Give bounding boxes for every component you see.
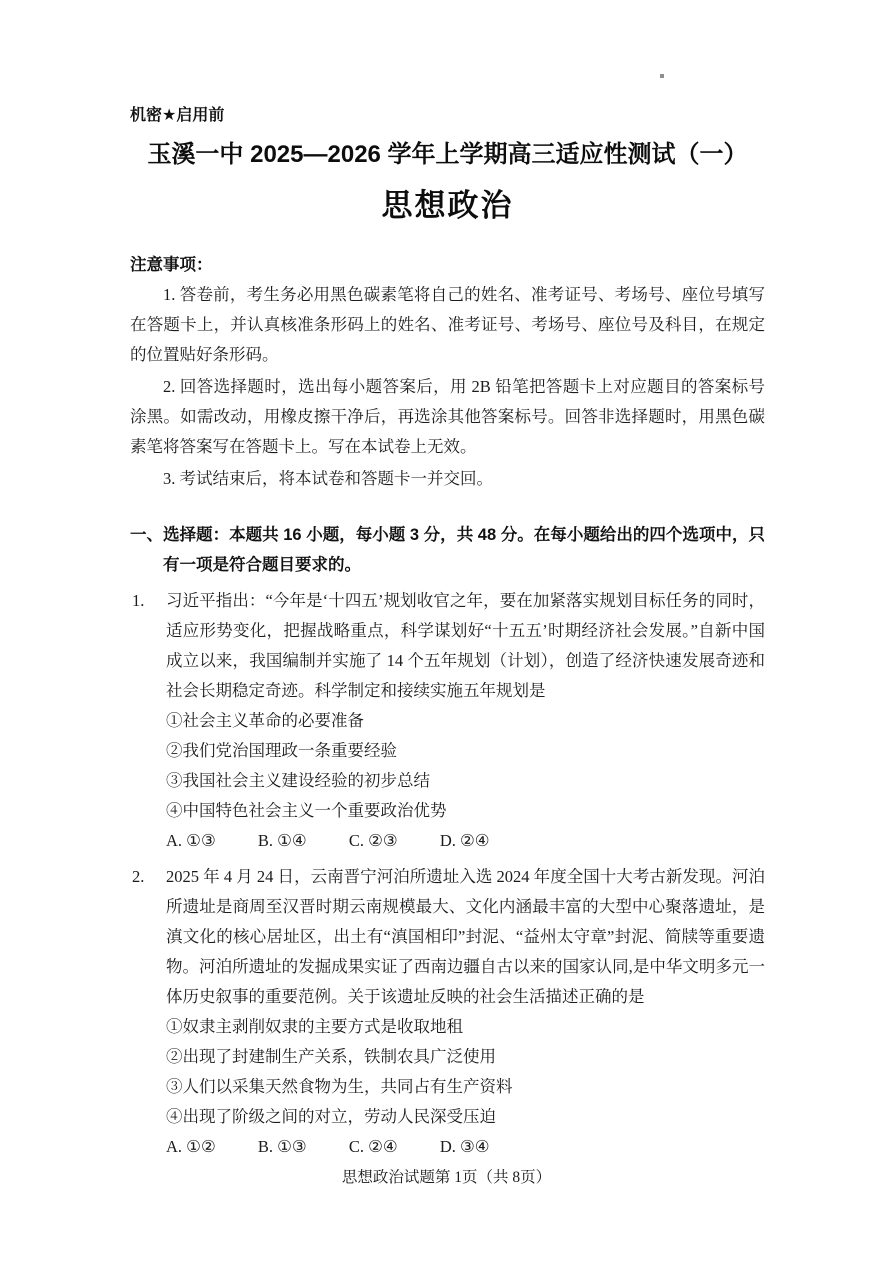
exam-title: 玉溪一中 2025—2026 学年上学期高三适应性测试（一） xyxy=(147,141,748,168)
question-stem: 2025 年 4 月 24 日，云南晋宁河泊所遗址入选 2024 年度全国十大考古新发现。河泊所遗址是商周至汉晋时期云南规模最大、文化内涵最丰富的大型中心聚落遗址，是滇文化的核心居址区，出土有“滇国相印”封泥、“益州太守章”封泥、简牍等重要遗物。河泊所遗址的发掘成果实证了西南边疆自古以来的国家认同,是中华文明多元一体历史叙事的重要范例。关于该遗址反映的社会生活描述正确的是 xyxy=(166,867,765,1006)
section-heading-multiple-choice: 一、选择题：本题共 16 小题，每小题 3 分，共 48 分。在每小题给出的四个选项中，只有一项是符合题目要求的。 xyxy=(130,526,765,574)
choice-line-4: ④中国特色社会主义一个重要政治优势 xyxy=(166,801,447,820)
notice-item-3: 3. 考试结束后，将本试卷和答题卡一并交回。 xyxy=(163,469,493,488)
choice-line-3: ③人们以采集天然食物为生，共同占有生产资料 xyxy=(166,1077,513,1096)
choice-line-1: ①社会主义革命的必要准备 xyxy=(166,711,364,730)
question-number: 2. xyxy=(132,867,145,886)
subject-title: 思想政治 xyxy=(381,188,514,223)
option-a: A. ①③ xyxy=(166,831,216,850)
option-a: A. ①② xyxy=(166,1137,216,1156)
option-b: B. ①③ xyxy=(257,1137,307,1156)
answer-options-row xyxy=(166,1132,765,1162)
option-c: C. ②③ xyxy=(348,831,398,850)
choice-line-2: ②我们党治国理政一条重要经验 xyxy=(166,741,397,760)
question-number: 1. xyxy=(132,591,145,610)
notice-heading: 注意事项： xyxy=(130,256,213,274)
question-block-2 xyxy=(130,862,765,1162)
option-d: D. ②④ xyxy=(439,831,490,850)
notice-item-2: 2. 回答选择题时，选出每小题答案后，用 2B 铅笔把答题卡上对应题目的答案标号涂黑。如需改动，用橡皮擦干净后，再选涂其他答案标号。回答非选择题时，用黑色碳素笔将答案写在答题卡上。写在本试卷上无效。 xyxy=(130,377,765,456)
option-c: C. ②④ xyxy=(348,1137,398,1156)
choice-line-3: ③我国社会主义建设经验的初步总结 xyxy=(166,771,430,790)
classification-label: 机密★启用前 xyxy=(130,107,225,124)
question-stem: 习近平指出：“今年是‘十四五’规划收官之年，要在加紧落实规划目标任务的同时，适应形势变化，把握战略重点，科学谋划好“十五五’时期经济社会发展。”自新中国成立以来，我国编制并实施了 14 个五年规划（计划），创造了经济快速发展奇迹和社会长期稳定奇迹。科学制定和接续实施五年规划是 xyxy=(166,591,765,700)
option-d: D. ③④ xyxy=(439,1137,490,1156)
choice-line-1: ①奴隶主剥削奴隶的主要方式是收取地租 xyxy=(166,1017,463,1036)
choice-line-2: ②出现了封建制生产关系，铁制农具广泛使用 xyxy=(166,1047,496,1066)
page-footer: 思想政治试题第 1页（共 8页） xyxy=(341,1169,552,1186)
question-block-1 xyxy=(130,586,765,856)
choice-line-4: ④出现了阶级之间的对立，劳动人民深受压迫 xyxy=(166,1107,496,1126)
scan-artifact-dot xyxy=(660,74,664,78)
option-b: B. ①④ xyxy=(257,831,307,850)
notice-item-1: 1. 答卷前，考生务必用黑色碳素笔将自己的姓名、准考证号、考场号、座位号填写在答题卡上，并认真核准条形码上的姓名、准考证号、考场号、座位号及科目，在规定的位置贴好条形码。 xyxy=(130,285,765,364)
answer-options-row xyxy=(166,826,765,856)
